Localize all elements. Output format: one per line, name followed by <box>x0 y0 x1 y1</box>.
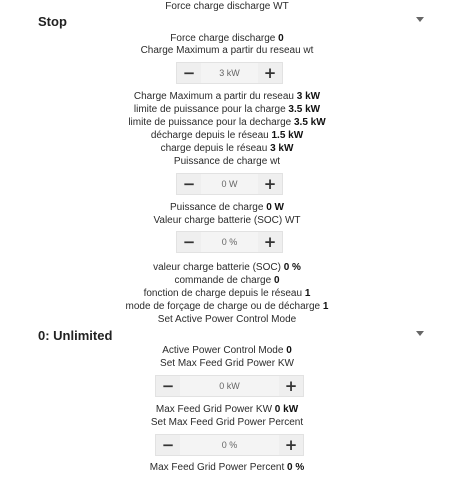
state-value: 1 <box>322 301 329 312</box>
state-label: fonction de charge depuis le réseau <box>143 288 303 299</box>
active-power-set-label: Set Active Power Control Mode <box>157 314 297 325</box>
active-power-select[interactable] <box>18 326 436 346</box>
max-feed-kw-stepper[interactable] <box>155 375 304 397</box>
state-label: limite de puissance pour la decharge <box>128 117 292 128</box>
state-label: Force charge discharge <box>170 33 276 44</box>
plus-button[interactable]: + <box>284 436 298 454</box>
minus-button[interactable]: − <box>161 436 175 454</box>
max-feed-percent-set-label: Set Max Feed Grid Power Percent <box>150 417 304 428</box>
force-charge-discharge-state <box>0 33 454 45</box>
state-value: 0 <box>286 345 292 356</box>
mode-select[interactable] <box>18 12 436 32</box>
charge-power-limit-state <box>0 104 454 116</box>
state-value: 0 % <box>283 262 301 273</box>
max-feed-percent-stepper[interactable] <box>155 434 304 456</box>
state-value: 0 % <box>287 462 305 473</box>
stepper-value[interactable]: 0 % <box>201 232 258 252</box>
state-label: commande de charge <box>174 275 272 286</box>
stepper-value[interactable]: 3 kW <box>201 63 258 83</box>
state-label: valeur charge batterie (SOC) <box>153 262 281 273</box>
plus-button[interactable]: + <box>263 64 277 82</box>
charge-power-stepper[interactable] <box>176 173 283 195</box>
stepper-value[interactable]: 0 W <box>201 174 258 194</box>
plus-button[interactable]: + <box>284 377 298 395</box>
state-value: 1 <box>304 288 311 299</box>
state-label: charge depuis le réseau <box>160 143 268 154</box>
minus-button[interactable]: − <box>161 377 175 395</box>
state-value: 1.5 kW <box>271 130 304 141</box>
plus-button[interactable]: + <box>263 175 277 193</box>
state-value: 0 <box>273 275 280 286</box>
minus-button[interactable]: − <box>182 64 196 82</box>
chevron-down-icon[interactable] <box>416 331 424 336</box>
charge-max-grid-stepper[interactable] <box>176 62 283 84</box>
charge-max-grid-state <box>0 91 454 103</box>
stepper-value[interactable]: 0 % <box>180 435 279 455</box>
soc-state <box>0 262 454 274</box>
state-value: 3.5 kW <box>288 104 321 115</box>
stepper-value[interactable]: 0 kW <box>180 376 279 396</box>
chevron-down-icon[interactable] <box>416 17 424 22</box>
active-power-state <box>0 345 454 357</box>
force-mode-state <box>0 301 454 313</box>
state-label: Active Power Control Mode <box>162 345 284 356</box>
state-label: limite de puissance pour la charge <box>133 104 286 115</box>
charge-power-state <box>0 202 454 214</box>
state-label: décharge depuis le réseau <box>150 130 269 141</box>
state-label: Max Feed Grid Power Percent <box>149 462 285 473</box>
state-label: Charge Maximum a partir du reseau <box>133 91 294 102</box>
active-power-select-value: 0: Unlimited <box>38 328 113 343</box>
max-feed-kw-state <box>0 404 454 416</box>
state-value: 3 kW <box>296 91 321 102</box>
charge-command-state <box>0 275 454 287</box>
charge-from-grid-state <box>0 143 454 155</box>
charge-power-set-label: Puissance de charge wt <box>173 156 281 167</box>
state-label: Max Feed Grid Power KW <box>155 404 273 415</box>
state-label: mode de forçage de charge ou de décharge <box>125 301 321 312</box>
soc-stepper[interactable] <box>176 231 283 253</box>
state-label: Puissance de charge <box>170 202 264 213</box>
soc-set-label: Valeur charge batterie (SOC) WT <box>153 215 301 226</box>
discharge-power-limit-state <box>0 117 454 129</box>
discharge-from-grid-state <box>0 130 454 142</box>
state-value: 3 kW <box>270 143 294 154</box>
grid-charge-function-state <box>0 288 454 300</box>
state-value: 0 W <box>266 202 284 213</box>
minus-button[interactable]: − <box>182 233 196 251</box>
state-value: 0 kW <box>274 404 299 415</box>
plus-button[interactable]: + <box>263 233 277 251</box>
charge-max-grid-set-label: Charge Maximum a partir du reseau wt <box>140 45 314 56</box>
max-feed-percent-state <box>0 462 454 474</box>
state-value: 3.5 kW <box>293 117 326 128</box>
mode-select-value: Stop <box>38 14 67 29</box>
max-feed-kw-set-label: Set Max Feed Grid Power KW <box>160 358 294 369</box>
page-title: Force charge discharge WT <box>165 1 289 12</box>
state-value: 0 <box>278 33 284 44</box>
minus-button[interactable]: − <box>182 175 196 193</box>
